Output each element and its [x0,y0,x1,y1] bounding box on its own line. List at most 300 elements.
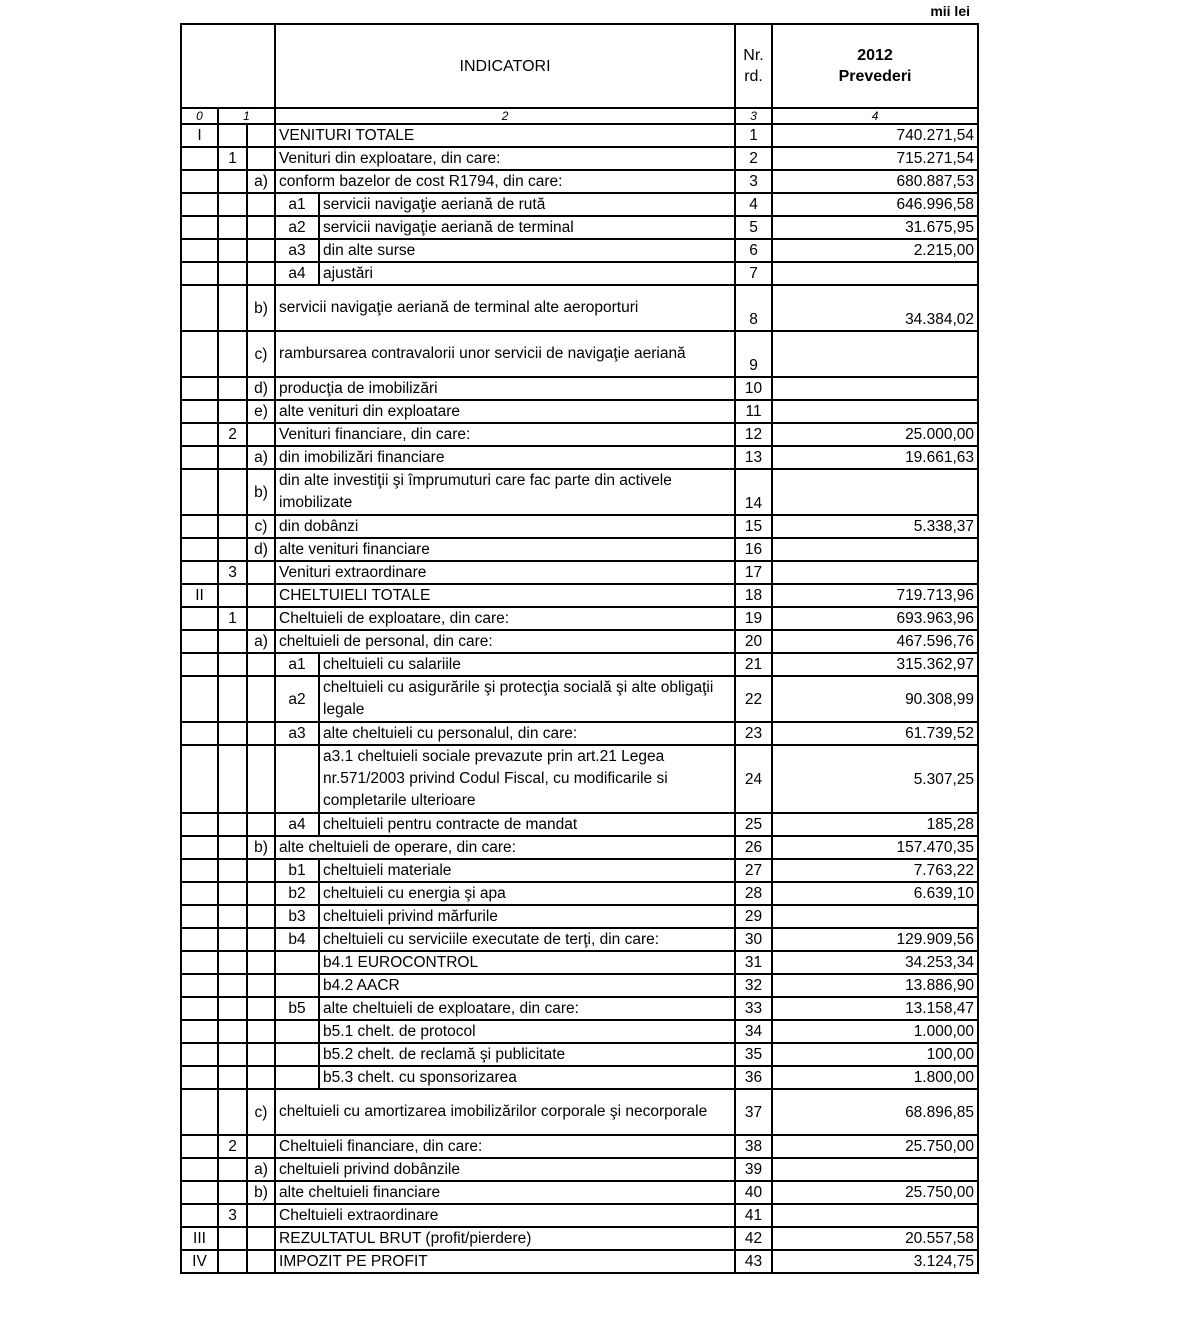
sub-label [275,1066,319,1089]
indicator-text: a3.1 cheltuieli sociale prevazute prin art.21 Legea nr.571/2003 privind Codul Fiscal, cu modificarile si completarile ulterioare [319,745,735,813]
level-letter [247,216,275,239]
indicator-text: ajustări [319,262,735,285]
level-number [218,997,247,1020]
table-row [181,147,978,170]
level-letter [247,1250,275,1273]
header-2012-prevederi [772,24,978,108]
level-roman [181,1135,218,1158]
row-number: 12 [735,423,772,446]
table-row [181,997,978,1020]
level-number [218,676,247,722]
budget-table [180,23,979,1274]
level-letter: a) [247,1158,275,1181]
sub-label: b4 [275,928,319,951]
row-number: 6 [735,239,772,262]
col-index-3: 3 [735,108,772,124]
value-2012: 719.713,96 [772,584,978,607]
header-nr-rd [735,24,772,108]
level-roman [181,745,218,813]
table-row [181,951,978,974]
level-number [218,331,247,377]
row-number: 9 [735,331,772,377]
level-letter [247,653,275,676]
indicator-text: cheltuieli materiale [319,859,735,882]
sub-label: a2 [275,216,319,239]
indicator-text: IMPOZIT PE PROFIT [275,1250,735,1273]
value-2012: 3.124,75 [772,1250,978,1273]
indicator-text: alte cheltuieli de exploatare, din care: [319,997,735,1020]
value-2012: 25.750,00 [772,1135,978,1158]
header-blank-cell [181,24,275,108]
level-letter [247,974,275,997]
table-row [181,722,978,745]
row-number: 8 [735,285,772,331]
level-letter: a) [247,630,275,653]
level-letter [247,423,275,446]
indicator-text: cheltuieli de personal, din care: [275,630,735,653]
indicator-text: cheltuieli cu salariile [319,653,735,676]
row-number: 14 [735,469,772,515]
value-2012: 1.800,00 [772,1066,978,1089]
sub-label [275,1043,319,1066]
level-letter [247,1204,275,1227]
indicator-text: servicii navigaţie aeriană de terminal alte aeroporturi [275,285,735,331]
level-number [218,1158,247,1181]
header-rd: rd. [744,68,763,85]
value-2012: 7.763,22 [772,859,978,882]
value-2012 [772,262,978,285]
indicator-text: alte cheltuieli cu personalul, din care: [319,722,735,745]
header-nr: Nr. [743,47,764,64]
table-row [181,905,978,928]
level-number [218,1227,247,1250]
table-row [181,584,978,607]
row-number: 11 [735,400,772,423]
level-letter [247,745,275,813]
level-roman [181,469,218,515]
level-roman [181,1158,218,1181]
table-row [181,469,978,515]
indicator-text: REZULTATUL BRUT (profit/pierdere) [275,1227,735,1250]
level-number [218,882,247,905]
level-letter: d) [247,538,275,561]
row-number: 30 [735,928,772,951]
table-row [181,653,978,676]
value-2012: 1.000,00 [772,1020,978,1043]
level-number: 1 [218,147,247,170]
sub-label [275,1020,319,1043]
level-number [218,584,247,607]
level-roman [181,262,218,285]
table-row [181,331,978,377]
level-letter: b) [247,1181,275,1204]
value-2012: 680.887,53 [772,170,978,193]
level-roman [181,331,218,377]
row-number: 4 [735,193,772,216]
value-2012: 90.308,99 [772,676,978,722]
indicator-text: cheltuieli privind mărfurile [319,905,735,928]
level-roman [181,561,218,584]
indicator-text: b5.3 chelt. cu sponsorizarea [319,1066,735,1089]
level-roman [181,653,218,676]
level-letter [247,905,275,928]
row-number: 1 [735,124,772,147]
value-2012: 185,28 [772,813,978,836]
level-letter: c) [247,1089,275,1135]
level-roman [181,147,218,170]
row-number: 18 [735,584,772,607]
level-roman [181,1181,218,1204]
table-row [181,1204,978,1227]
level-number [218,630,247,653]
level-roman [181,813,218,836]
level-letter [247,584,275,607]
indicator-text: cheltuieli cu asigurările şi protecţia socială şi alte obligaţii legale [319,676,735,722]
level-roman [181,1089,218,1135]
table-row [181,446,978,469]
indicator-text: alte venituri financiare [275,538,735,561]
table-row [181,515,978,538]
value-2012 [772,331,978,377]
column-index-row [181,108,978,124]
level-number [218,836,247,859]
table-header-row [181,24,978,108]
indicator-text: servicii navigaţie aeriană de rută [319,193,735,216]
level-number [218,538,247,561]
row-number: 19 [735,607,772,630]
level-letter [247,124,275,147]
row-number: 42 [735,1227,772,1250]
level-roman [181,1204,218,1227]
col-index-2: 2 [275,108,735,124]
value-2012: 31.675,95 [772,216,978,239]
indicator-text: alte venituri din exploatare [275,400,735,423]
level-letter [247,1227,275,1250]
value-2012: 19.661,63 [772,446,978,469]
level-letter [247,193,275,216]
sub-label [275,974,319,997]
value-2012: 25.750,00 [772,1181,978,1204]
value-2012: 20.557,58 [772,1227,978,1250]
level-letter [247,951,275,974]
level-letter [247,859,275,882]
level-roman [181,193,218,216]
level-letter [247,1135,275,1158]
level-number [218,928,247,951]
level-roman [181,630,218,653]
level-letter: e) [247,400,275,423]
sub-label: a3 [275,239,319,262]
row-number: 33 [735,997,772,1020]
value-2012 [772,400,978,423]
level-roman [181,377,218,400]
indicator-text: din alte investiţii şi împrumuturi care fac parte din activele imobilizate [275,469,735,515]
table-row [181,859,978,882]
table-row [181,262,978,285]
unit-label: mii lei [930,3,970,19]
table-row [181,676,978,722]
level-roman [181,423,218,446]
indicator-text: conform bazelor de cost R1794, din care: [275,170,735,193]
indicator-text: cheltuieli pentru contracte de mandat [319,813,735,836]
indicator-text: Venituri extraordinare [275,561,735,584]
header-prevederi: Prevederi [838,68,912,85]
level-letter: a) [247,446,275,469]
table-row [181,124,978,147]
row-number: 26 [735,836,772,859]
table-row [181,1043,978,1066]
level-number [218,813,247,836]
table-row [181,1158,978,1181]
row-number: 5 [735,216,772,239]
value-2012: 693.963,96 [772,607,978,630]
row-number: 7 [735,262,772,285]
table-row [181,745,978,813]
row-number: 43 [735,1250,772,1273]
value-2012: 13.886,90 [772,974,978,997]
header-year: 2012 [857,47,893,64]
indicator-text: din alte surse [319,239,735,262]
table-row [181,882,978,905]
value-2012 [772,469,978,515]
row-number: 36 [735,1066,772,1089]
row-number: 32 [735,974,772,997]
row-number: 41 [735,1204,772,1227]
row-number: 2 [735,147,772,170]
level-letter: c) [247,331,275,377]
level-roman [181,974,218,997]
row-number: 16 [735,538,772,561]
level-roman [181,1066,218,1089]
row-number: 37 [735,1089,772,1135]
value-2012: 646.996,58 [772,193,978,216]
level-number [218,1043,247,1066]
level-roman [181,1020,218,1043]
value-2012: 5.307,25 [772,745,978,813]
level-letter [247,1066,275,1089]
level-roman: II [181,584,218,607]
table-row [181,170,978,193]
level-roman: IV [181,1250,218,1273]
level-letter [247,928,275,951]
header-indicatori: INDICATORI [275,24,735,108]
indicator-text: rambursarea contravalorii unor servicii de navigaţie aeriană [275,331,735,377]
row-number: 22 [735,676,772,722]
sub-label: a4 [275,813,319,836]
value-2012: 467.596,76 [772,630,978,653]
level-letter: c) [247,515,275,538]
level-number [218,1020,247,1043]
level-letter [247,239,275,262]
level-roman [181,607,218,630]
level-number [218,951,247,974]
indicator-text: din dobânzi [275,515,735,538]
level-roman [181,928,218,951]
table-row [181,1250,978,1273]
table-row [181,1066,978,1089]
indicator-text: b4.1 EUROCONTROL [319,951,735,974]
level-letter [247,561,275,584]
indicator-text: servicii navigaţie aeriană de terminal [319,216,735,239]
level-letter: a) [247,170,275,193]
indicator-text: Cheltuieli extraordinare [275,1204,735,1227]
level-letter: d) [247,377,275,400]
indicator-text: b5.1 chelt. de protocol [319,1020,735,1043]
value-2012: 715.271,54 [772,147,978,170]
level-roman [181,905,218,928]
level-letter [247,262,275,285]
indicator-text: cheltuieli cu energia şi apa [319,882,735,905]
table-row [181,1020,978,1043]
row-number: 17 [735,561,772,584]
table-row [181,836,978,859]
level-roman [181,859,218,882]
table-row [181,928,978,951]
level-number [218,446,247,469]
level-letter [247,607,275,630]
row-number: 31 [735,951,772,974]
level-number [218,469,247,515]
indicator-text: producţia de imobilizări [275,377,735,400]
row-number: 10 [735,377,772,400]
table-row [181,607,978,630]
table-row [181,216,978,239]
sub-label: a2 [275,676,319,722]
table-row [181,193,978,216]
table-row [181,239,978,262]
sub-label: a1 [275,193,319,216]
value-2012: 5.338,37 [772,515,978,538]
row-number: 35 [735,1043,772,1066]
level-roman [181,239,218,262]
value-2012 [772,905,978,928]
indicator-text: VENITURI TOTALE [275,124,735,147]
value-2012: 68.896,85 [772,1089,978,1135]
sub-label [275,951,319,974]
level-number: 3 [218,1204,247,1227]
level-number [218,745,247,813]
value-2012: 740.271,54 [772,124,978,147]
level-roman [181,446,218,469]
level-number [218,193,247,216]
sub-label: b5 [275,997,319,1020]
level-roman [181,285,218,331]
table-row [181,561,978,584]
level-roman: III [181,1227,218,1250]
indicator-text: Venituri din exploatare, din care: [275,147,735,170]
value-2012: 315.362,97 [772,653,978,676]
indicator-text: Venituri financiare, din care: [275,423,735,446]
level-number [218,515,247,538]
level-number: 1 [218,607,247,630]
value-2012: 34.384,02 [772,285,978,331]
row-number: 21 [735,653,772,676]
table-row [181,813,978,836]
value-2012: 157.470,35 [772,836,978,859]
level-number [218,905,247,928]
table-row [181,630,978,653]
col-index-4: 4 [772,108,978,124]
value-2012: 100,00 [772,1043,978,1066]
value-2012: 34.253,34 [772,951,978,974]
row-number: 28 [735,882,772,905]
level-roman [181,170,218,193]
level-roman [181,882,218,905]
table-row [181,285,978,331]
level-roman [181,538,218,561]
table-row [181,1227,978,1250]
table-row [181,538,978,561]
value-2012: 25.000,00 [772,423,978,446]
value-2012: 129.909,56 [772,928,978,951]
level-letter [247,147,275,170]
level-number [218,1066,247,1089]
row-number: 29 [735,905,772,928]
level-number [218,1181,247,1204]
level-number [218,859,247,882]
indicator-text: alte cheltuieli financiare [275,1181,735,1204]
level-number: 2 [218,423,247,446]
indicator-text: Cheltuieli financiare, din care: [275,1135,735,1158]
row-number: 39 [735,1158,772,1181]
value-2012 [772,538,978,561]
level-roman: I [181,124,218,147]
table-row [181,974,978,997]
sub-label: a1 [275,653,319,676]
level-letter [247,813,275,836]
value-2012: 6.639,10 [772,882,978,905]
sub-label: b2 [275,882,319,905]
level-roman [181,676,218,722]
value-2012: 2.215,00 [772,239,978,262]
level-letter [247,1020,275,1043]
level-letter [247,997,275,1020]
sub-label [275,745,319,813]
level-roman [181,722,218,745]
level-number [218,1089,247,1135]
level-roman [181,216,218,239]
value-2012 [772,1204,978,1227]
row-number: 40 [735,1181,772,1204]
sub-label: b1 [275,859,319,882]
row-number: 13 [735,446,772,469]
level-letter [247,722,275,745]
level-number [218,170,247,193]
level-roman [181,515,218,538]
row-number: 34 [735,1020,772,1043]
level-number: 3 [218,561,247,584]
indicator-text: b5.2 chelt. de reclamă şi publicitate [319,1043,735,1066]
indicator-text: CHELTUIELI TOTALE [275,584,735,607]
level-number [218,400,247,423]
indicator-text: cheltuieli privind dobânzile [275,1158,735,1181]
indicator-text: b4.2 AACR [319,974,735,997]
row-number: 38 [735,1135,772,1158]
level-letter [247,882,275,905]
level-letter: b) [247,469,275,515]
level-number [218,974,247,997]
table-row [181,423,978,446]
table-row [181,377,978,400]
level-letter [247,1043,275,1066]
value-2012 [772,377,978,400]
indicator-text: din imobilizări financiare [275,446,735,469]
sub-label: a4 [275,262,319,285]
table-row [181,400,978,423]
level-roman [181,400,218,423]
level-number [218,1250,247,1273]
row-number: 25 [735,813,772,836]
